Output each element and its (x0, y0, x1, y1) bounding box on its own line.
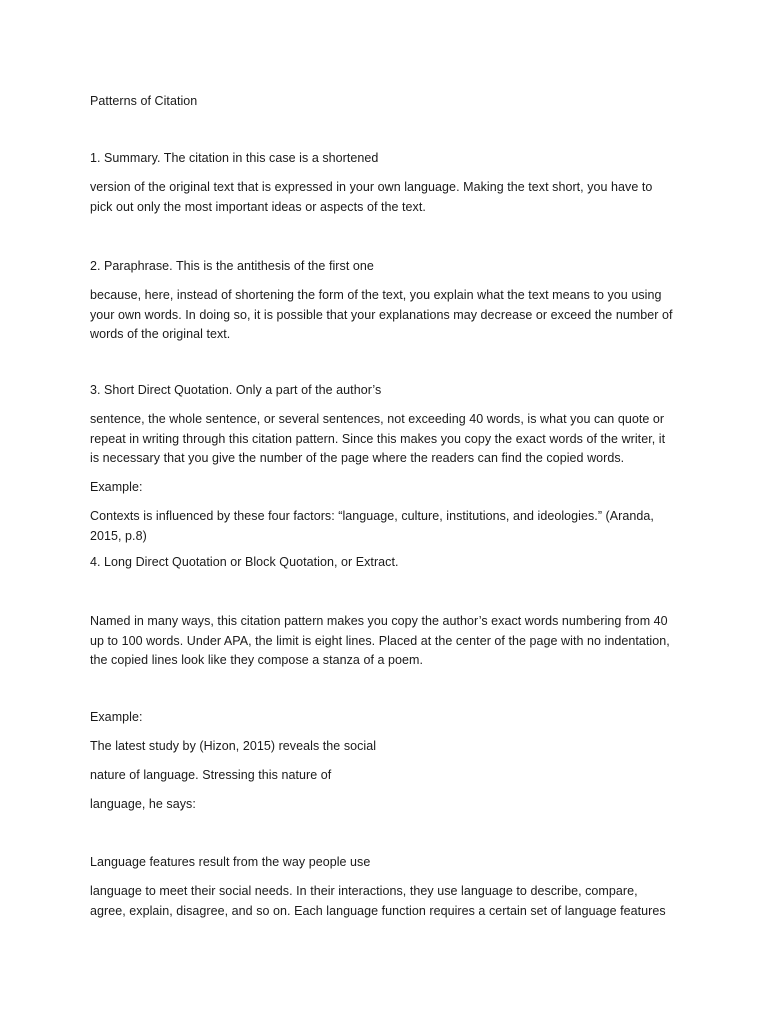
short-quote-heading: 3. Short Direct Quotation. Only a part of the author’s (90, 383, 382, 397)
summary-body: version of the original text that is expressed in your own language. Making the text short, you have to pick out only the most important ideas or aspects of the text. (90, 180, 653, 214)
block-quote-body: language to meet their social needs. In their interactions, they use language to describe, compare, agree, explain, disagree, and so on. Each language function requires a certain set of language features (90, 884, 666, 918)
short-quote-body: sentence, the whole sentence, or several sentences, not exceeding 40 words, is what you can quote or repeat in writing through this citation pattern. Since this makes you copy the exact words of the writer, it is necessary that you give the number of the page where the readers can find the copied words. (90, 412, 666, 465)
long-quote-heading: 4. Long Direct Quotation or Block Quotation, or Extract. (90, 555, 399, 569)
block-quote-line-1: Language features result from the way people use (90, 855, 371, 869)
example-1-text: Contexts is influenced by these four factors: “language, culture, institutions, and ideologies.” (Aranda, 2015, p.8) (90, 509, 654, 543)
long-quote-body: Named in many ways, this citation pattern makes you copy the author’s exact words numbering from 40 up to 100 words. Under APA, the limit is eight lines. Placed at the center of the page with no indentation, the copied lines look like they compose a stanza of a poem. (90, 614, 670, 667)
example-2-line-3: language, he says: (90, 797, 196, 811)
example-2-line-2: nature of language. Stressing this nature of (90, 768, 332, 782)
example-label-2: Example: (90, 710, 143, 724)
example-label-1: Example: (90, 480, 143, 494)
paraphrase-body: because, here, instead of shortening the form of the text, you explain what the text means to you using your own words. In doing so, it is possible that your explanations may decrease or exceed the number of words of the original text. (90, 288, 673, 341)
summary-heading: 1. Summary. The citation in this case is a shortened (90, 151, 379, 165)
document-title: Patterns of Citation (90, 94, 198, 108)
example-2-line-1: The latest study by (Hizon, 2015) reveals the social (90, 739, 377, 753)
paraphrase-heading: 2. Paraphrase. This is the antithesis of the first one (90, 259, 374, 273)
